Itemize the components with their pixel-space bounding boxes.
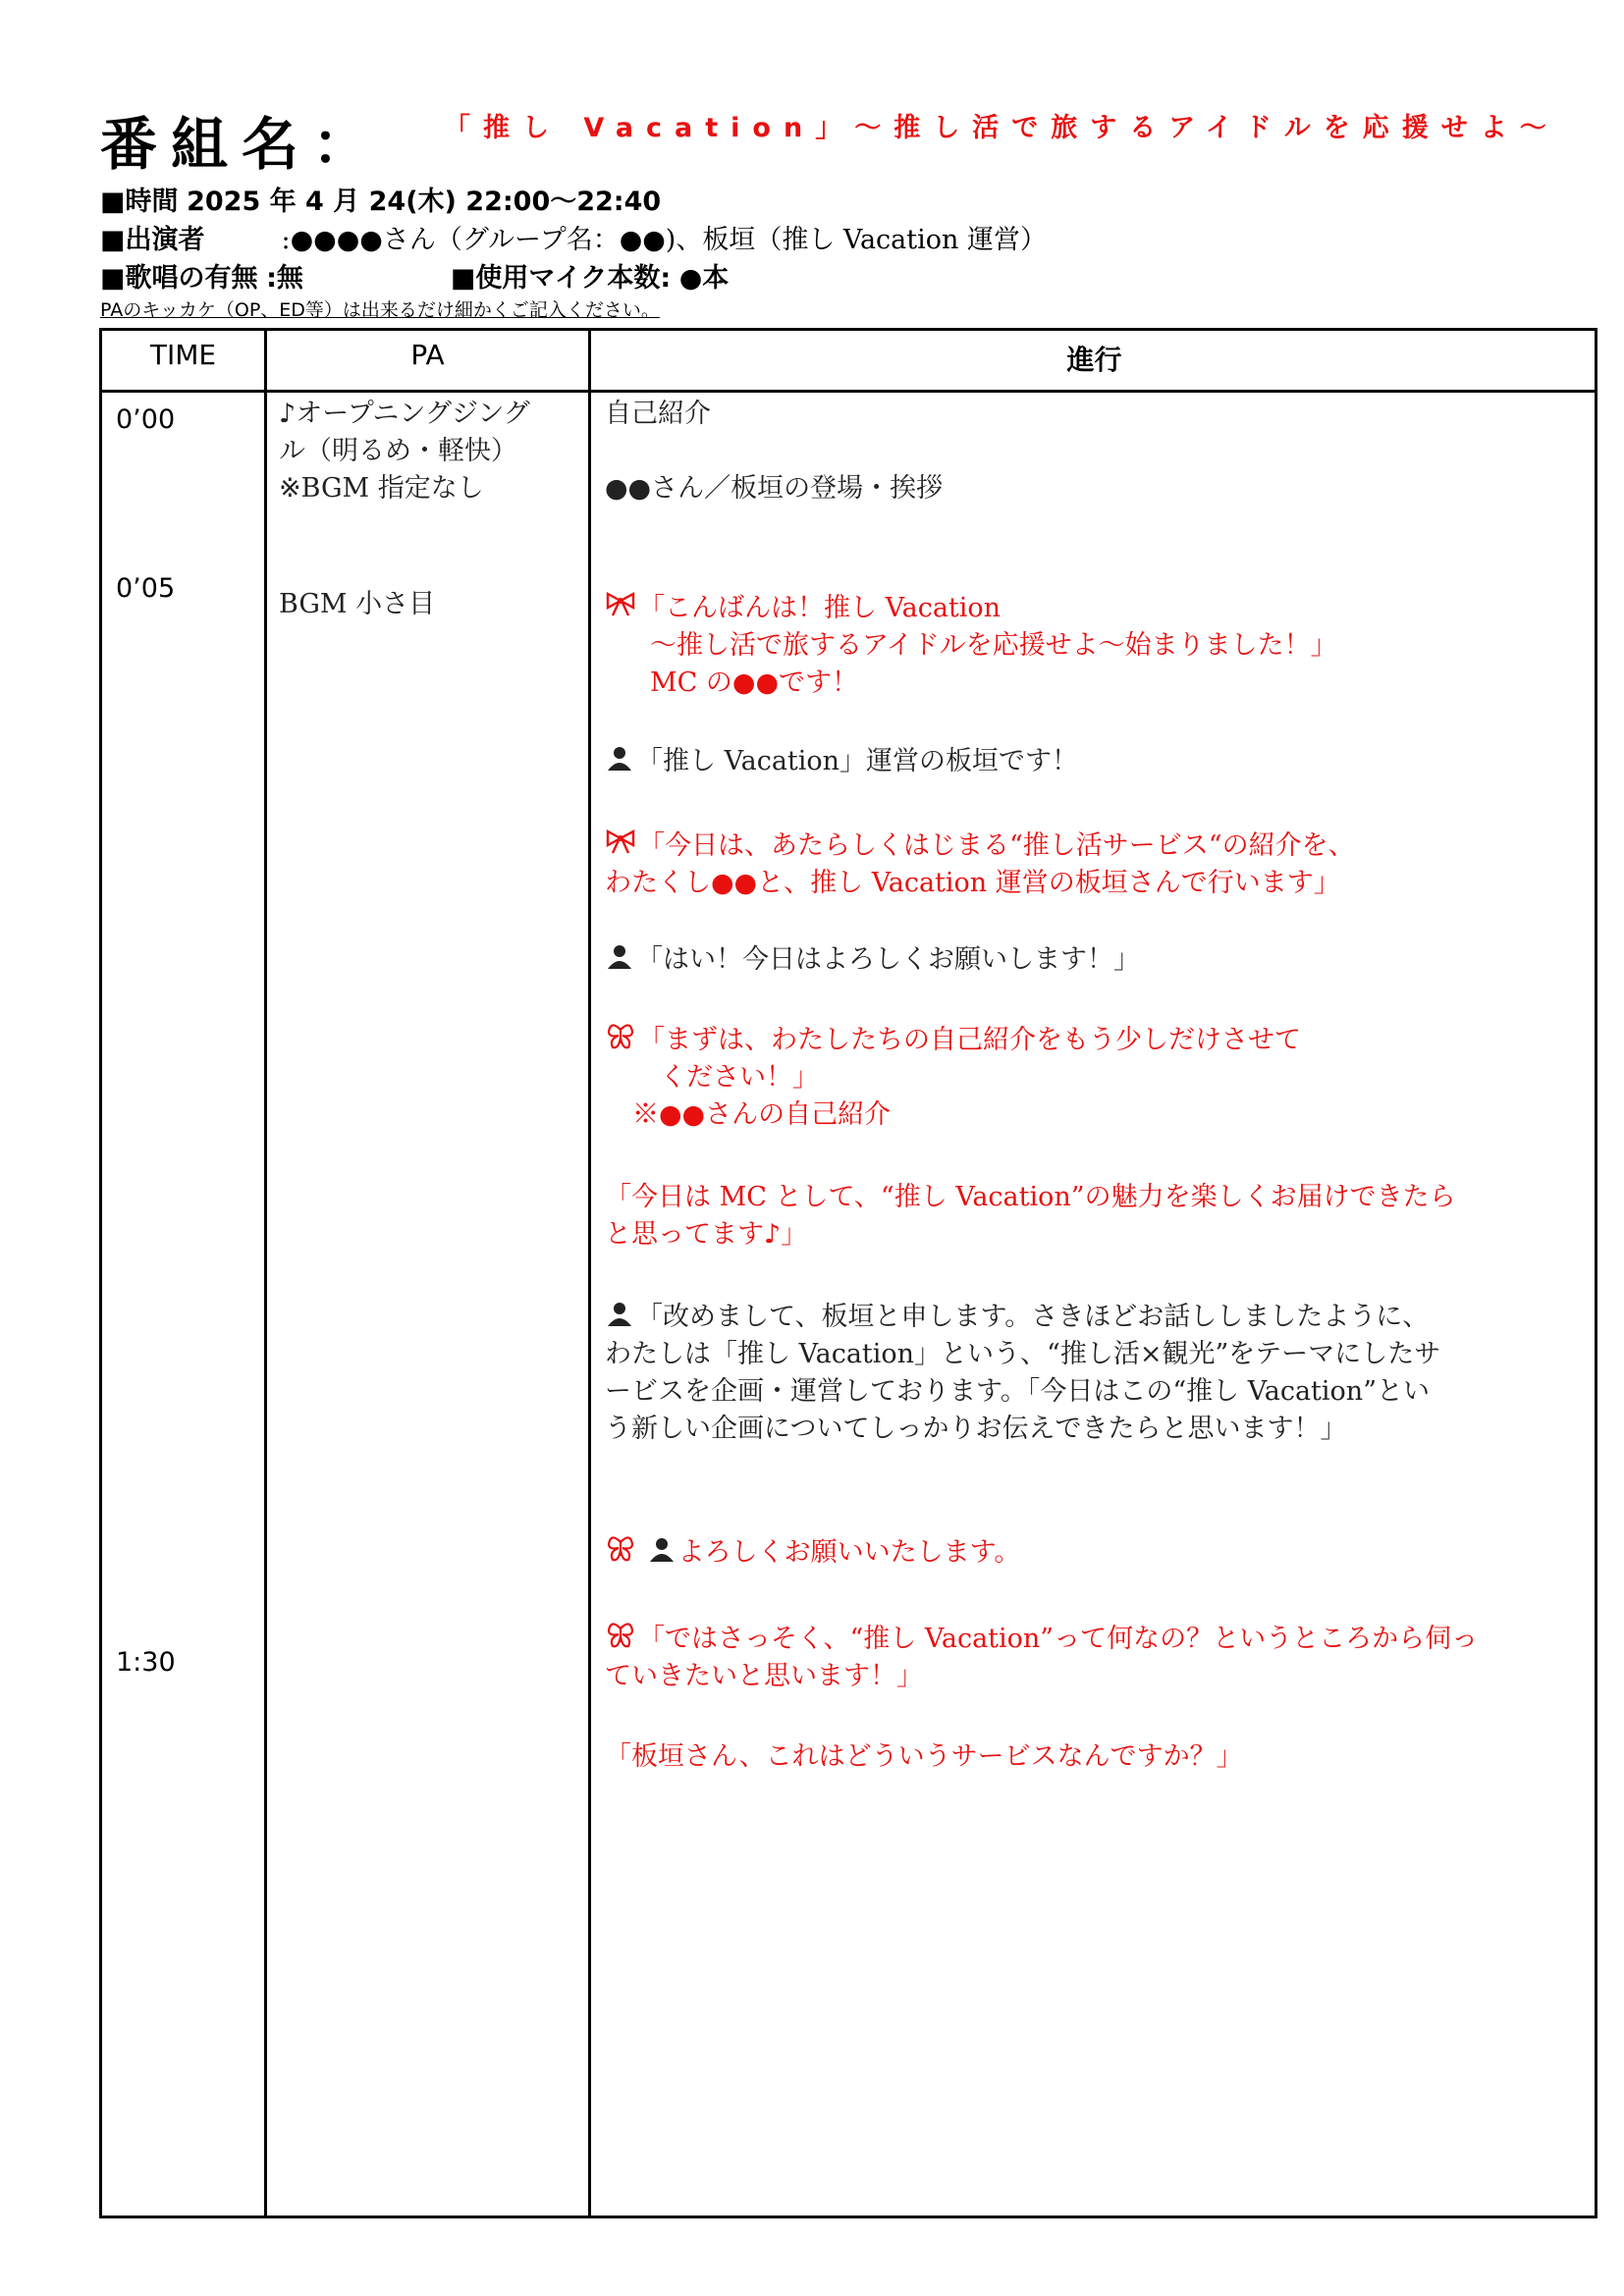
mc-line-cont: ※●●さんの自己紹介 bbox=[632, 1099, 892, 1130]
mc-line-cont: ～推し活で旅するアイドルを応援せよ～始まりました！」 bbox=[650, 630, 1337, 661]
staff-line: 「はい！今日はよろしくお願いします！」 bbox=[605, 941, 1140, 980]
meta-cast-row bbox=[100, 218, 1047, 256]
time-value: 2025 年 4 月 24(木) 22:00～22:40 bbox=[187, 187, 662, 217]
mc-line: 「こんばんは！推し Vacation bbox=[605, 590, 1001, 628]
mc-line: 「今日は、あたらしくはじまる“推し活サービス“の紹介を、 bbox=[605, 828, 1355, 866]
pa-opening-line2: ル（明るめ・軽快） bbox=[279, 436, 517, 466]
pa-note: PAのキッカケ（OP、ED等）は出来るだけ細かくご記入ください。 bbox=[100, 299, 660, 321]
meta-time-row bbox=[100, 180, 661, 218]
page-title: 番組名： bbox=[100, 111, 384, 178]
program-name: 「推し Vacation」～推し活で旅するアイドルを応援せよ～ bbox=[444, 113, 1559, 143]
mic-value: ●本 bbox=[678, 263, 730, 294]
cast-label: ■出演者 bbox=[100, 225, 205, 255]
person-icon bbox=[605, 744, 634, 781]
butterfly-icon bbox=[605, 1621, 636, 1659]
progress-intro: 自己紹介 bbox=[605, 399, 711, 429]
person-icon bbox=[605, 942, 634, 980]
staff-line: 「推し Vacation」運営の板垣です！ bbox=[605, 743, 1078, 781]
rundown-table bbox=[99, 328, 1597, 2218]
meta-singing-row bbox=[100, 256, 729, 294]
time-cell: 1:30 bbox=[116, 1647, 176, 1678]
person-icon bbox=[647, 1535, 677, 1573]
person-icon bbox=[605, 1300, 634, 1337]
mc-line-cont: と思ってます♪」 bbox=[605, 1219, 808, 1250]
singing-label: ■歌唱の有無 bbox=[100, 263, 258, 294]
time-cell: 0’00 bbox=[116, 404, 176, 435]
time-label: ■時間 bbox=[100, 187, 179, 217]
cast-value: :●●●●さん（グループ名：●●)、板垣（推し Vacation 運営） bbox=[281, 225, 1047, 255]
staff-line: 「改めまして、板垣と申します。さきほどお話ししましたように、 bbox=[605, 1299, 1429, 1337]
mc-line: 「板垣さん、これはどういうサービスなんですか？」 bbox=[605, 1741, 1243, 1772]
pa-opening-line1: ♪オープニングジング bbox=[279, 399, 530, 429]
column-divider bbox=[264, 331, 267, 2216]
staff-line-cont: う新しい企画についてしっかりお伝えできたらと思います！」 bbox=[605, 1414, 1347, 1444]
staff-line-cont: わたしは「推し Vacation」という、“推し活×観光”をテーマにしたサ bbox=[605, 1339, 1441, 1369]
time-cell: 0’05 bbox=[116, 573, 176, 604]
column-divider bbox=[588, 331, 591, 2216]
ribbon-icon bbox=[605, 828, 636, 866]
mc-line-cont: ください！」 bbox=[660, 1062, 819, 1093]
header-progress: 進行 bbox=[1066, 344, 1122, 376]
mc-line: 「ではさっそく、“推し Vacation”って何なの？というところから伺っ bbox=[605, 1621, 1478, 1659]
mc-line-cont: ていきたいと思います！」 bbox=[605, 1661, 923, 1691]
mic-label: ■使用マイク本数: bbox=[450, 263, 672, 294]
header-time: TIME bbox=[149, 339, 217, 371]
butterfly-icon bbox=[605, 1534, 636, 1573]
pa-opening-line3: ※BGM 指定なし bbox=[279, 473, 484, 504]
mc-line: 「今日は MC として、“推し Vacation”の魅力を楽しくお届けできたら bbox=[605, 1182, 1456, 1212]
pa-bgm: BGM 小さ目 bbox=[279, 589, 436, 619]
header-pa: PA bbox=[410, 339, 445, 371]
mc-line: 「まずは、わたしたちの自己紹介をもう少しだけさせて bbox=[605, 1022, 1301, 1060]
singing-value: :無 bbox=[266, 263, 303, 294]
progress-entrance: ●●さん／板垣の登場・挨拶 bbox=[605, 473, 944, 504]
both-line: よろしくお願いいたします。 bbox=[605, 1534, 1020, 1573]
mc-line-cont: MC の●●です！ bbox=[650, 667, 859, 698]
staff-line-cont: ービスを企画・運営しております。「今日はこの“推し Vacation”とい bbox=[605, 1376, 1430, 1407]
header-divider bbox=[102, 390, 1595, 393]
mc-line-cont: わたくし●●と、推し Vacation 運営の板垣さんで行います」 bbox=[605, 868, 1340, 898]
ribbon-icon bbox=[605, 591, 636, 628]
butterfly-icon bbox=[605, 1022, 636, 1060]
